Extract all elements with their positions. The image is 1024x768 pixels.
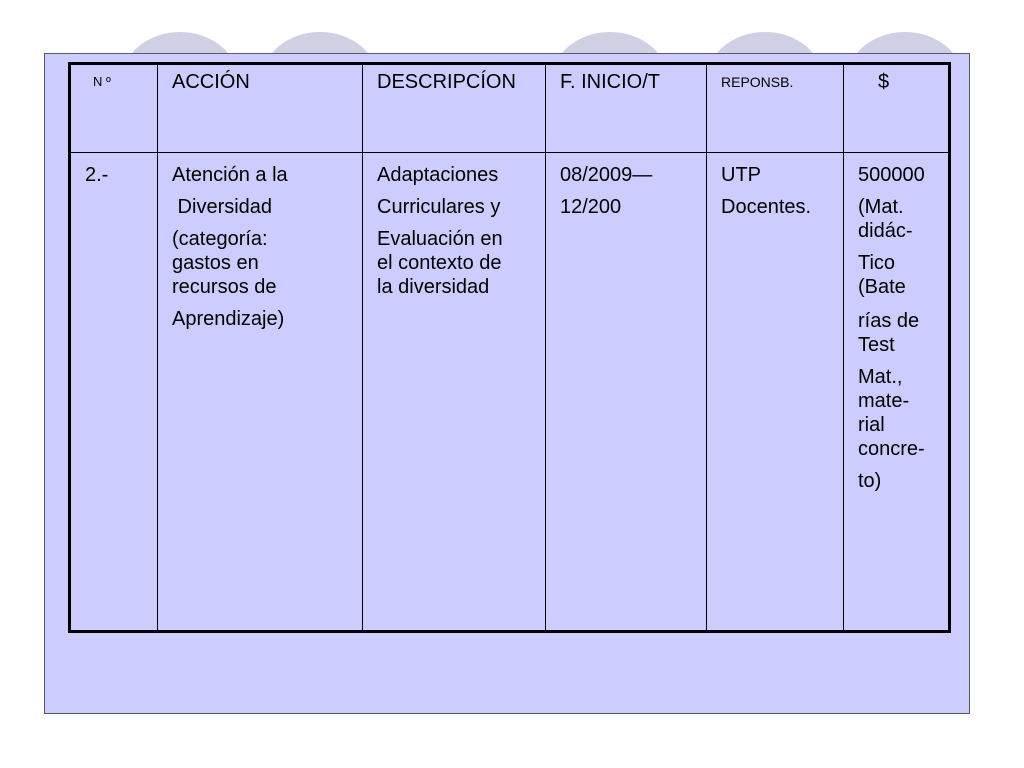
header-amount: $	[844, 64, 950, 153]
header-action: ACCIÓN	[158, 64, 363, 153]
cell-text: Test	[858, 334, 895, 356]
header-number: N º	[70, 64, 158, 153]
cell-text: Docentes.	[721, 196, 812, 218]
cell-text: Mat.,	[858, 366, 903, 388]
cell-text: (Bate	[858, 276, 906, 298]
cell-text: el contexto de	[377, 252, 502, 274]
header-description: DESCRIPCÍON	[363, 64, 546, 153]
cell-text: 2.-	[85, 164, 109, 186]
cell-text: Aprendizaje)	[172, 308, 285, 330]
cell-action	[158, 153, 363, 632]
cell-text: 500000	[858, 164, 925, 186]
action-plan-table	[68, 62, 951, 633]
cell-text: la diversidad	[377, 276, 490, 298]
cell-date	[546, 153, 707, 632]
cell-text: Diversidad	[172, 196, 273, 218]
table-row	[70, 153, 950, 632]
cell-text: Adaptaciones	[377, 164, 499, 186]
cell-responsible	[707, 153, 844, 632]
cell-text: gastos en	[172, 252, 259, 274]
cell-text: Tico	[858, 252, 896, 274]
header-responsible: REPONSB.	[707, 64, 844, 153]
cell-text: 08/2009—	[560, 164, 653, 186]
cell-number	[70, 153, 158, 632]
header-start-date: F. INICIO/T	[546, 64, 707, 153]
cell-text: UTP	[721, 164, 761, 186]
cell-amount	[844, 153, 950, 632]
cell-text: (categoría:	[172, 228, 268, 250]
cell-text: Curriculares y	[377, 196, 501, 218]
cell-text: 12/200	[560, 196, 622, 218]
cell-text: didác-	[858, 220, 913, 242]
cell-text: recursos de	[172, 276, 277, 298]
cell-text: rial	[858, 414, 885, 436]
decorative-circles	[0, 0, 1024, 60]
cell-text: (Mat.	[858, 196, 904, 218]
cell-text: rías de	[858, 310, 920, 332]
cell-text: to)	[858, 470, 882, 492]
cell-text: concre-	[858, 438, 925, 460]
table-header-row	[70, 64, 950, 153]
cell-text: Evaluación en	[377, 228, 503, 250]
cell-text: mate-	[858, 390, 910, 412]
cell-description	[363, 153, 546, 632]
cell-text: Atención a la	[172, 164, 288, 186]
